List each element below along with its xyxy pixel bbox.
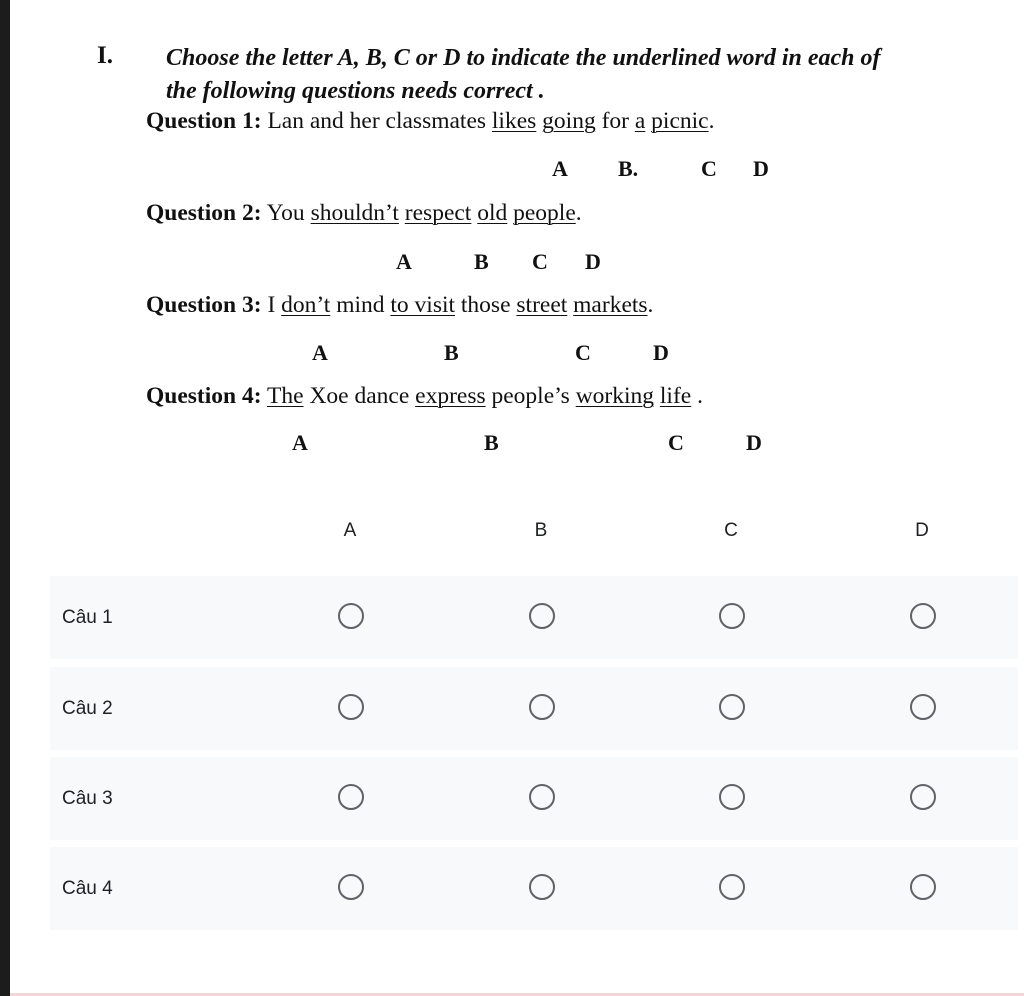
underlined-word-b: to visit — [390, 292, 456, 318]
option-letter: C — [575, 340, 591, 365]
radio-row1-b[interactable] — [529, 603, 555, 629]
underlined-word-d: people — [513, 200, 576, 226]
underlined-word-a: The — [267, 383, 304, 409]
underlined-word-d: life — [659, 383, 692, 409]
grid-row-3 — [50, 757, 1018, 840]
radio-row3-b[interactable] — [529, 784, 555, 810]
question-4: Question 4: The Xoe dance express people’s working life . — [146, 383, 703, 409]
radio-row1-d[interactable] — [910, 603, 936, 629]
radio-row1-c[interactable] — [719, 603, 745, 629]
row-label: Câu 2 — [62, 698, 113, 719]
underlined-word-c: a — [634, 108, 646, 134]
option-letter: B — [484, 430, 499, 455]
section-number: I. — [97, 42, 113, 69]
instruction-line-2: the following questions needs correct . — [166, 78, 545, 104]
grid-row-4 — [50, 847, 1018, 930]
question-label: Question 2: — [146, 200, 262, 226]
option-letter: C — [668, 430, 684, 455]
question-label: Question 3: — [146, 292, 262, 318]
question-2: Question 2: You shouldn’t respect old people. — [146, 200, 582, 226]
underlined-word-c: street — [516, 292, 568, 318]
grid-row-2 — [50, 667, 1018, 750]
option-letter: B. — [618, 156, 639, 181]
radio-row3-d[interactable] — [910, 784, 936, 810]
column-header-d: D — [915, 520, 929, 541]
underlined-word-c: working — [575, 383, 655, 409]
column-header-a: A — [343, 520, 357, 541]
question-3: Question 3: I don’t mind to visit those street markets. — [146, 292, 654, 318]
option-letter: D — [753, 156, 769, 181]
radio-row4-c[interactable] — [719, 874, 745, 900]
question-label: Question 4: — [146, 383, 262, 409]
underlined-word-d: picnic — [651, 108, 709, 134]
option-letter: C — [701, 156, 717, 181]
grid-row-1 — [50, 576, 1018, 659]
radio-row4-b[interactable] — [529, 874, 555, 900]
option-letter: B — [444, 340, 459, 365]
underlined-word-a: likes — [491, 108, 537, 134]
option-letter: D — [585, 249, 601, 274]
option-letter: A — [292, 430, 308, 455]
option-letter: D — [746, 430, 762, 455]
option-letter: D — [653, 340, 669, 365]
underlined-word-b: going — [542, 108, 596, 134]
question-1: Question 1: Lan and her classmates likes going for a picnic. — [146, 108, 715, 134]
underlined-word-d: markets — [573, 292, 648, 318]
column-header-b: B — [534, 520, 548, 541]
radio-row4-d[interactable] — [910, 874, 936, 900]
question-document — [0, 0, 1024, 470]
row-label: Câu 1 — [62, 607, 113, 628]
row-label: Câu 4 — [62, 878, 113, 899]
radio-row2-d[interactable] — [910, 694, 936, 720]
radio-row2-a[interactable] — [338, 694, 364, 720]
option-letter: A — [396, 249, 412, 274]
column-header-c: C — [724, 520, 738, 541]
underlined-word-b: express — [415, 383, 486, 409]
instruction-line-1: Choose the letter A, B, C or D to indicate the underlined word in each of — [166, 45, 881, 71]
row-label: Câu 3 — [62, 788, 113, 809]
radio-row3-c[interactable] — [719, 784, 745, 810]
question-label: Question 1: — [146, 108, 262, 134]
option-letter: A — [312, 340, 328, 365]
radio-row3-a[interactable] — [338, 784, 364, 810]
underlined-word-a: shouldn’t — [310, 200, 399, 226]
radio-row2-b[interactable] — [529, 694, 555, 720]
underlined-word-c: old — [477, 200, 508, 226]
option-letter: A — [552, 156, 568, 181]
radio-row4-a[interactable] — [338, 874, 364, 900]
underlined-word-a: don’t — [281, 292, 331, 318]
option-letter: B — [474, 249, 489, 274]
option-letter: C — [532, 249, 548, 274]
radio-row2-c[interactable] — [719, 694, 745, 720]
radio-row1-a[interactable] — [338, 603, 364, 629]
underlined-word-b: respect — [404, 200, 472, 226]
